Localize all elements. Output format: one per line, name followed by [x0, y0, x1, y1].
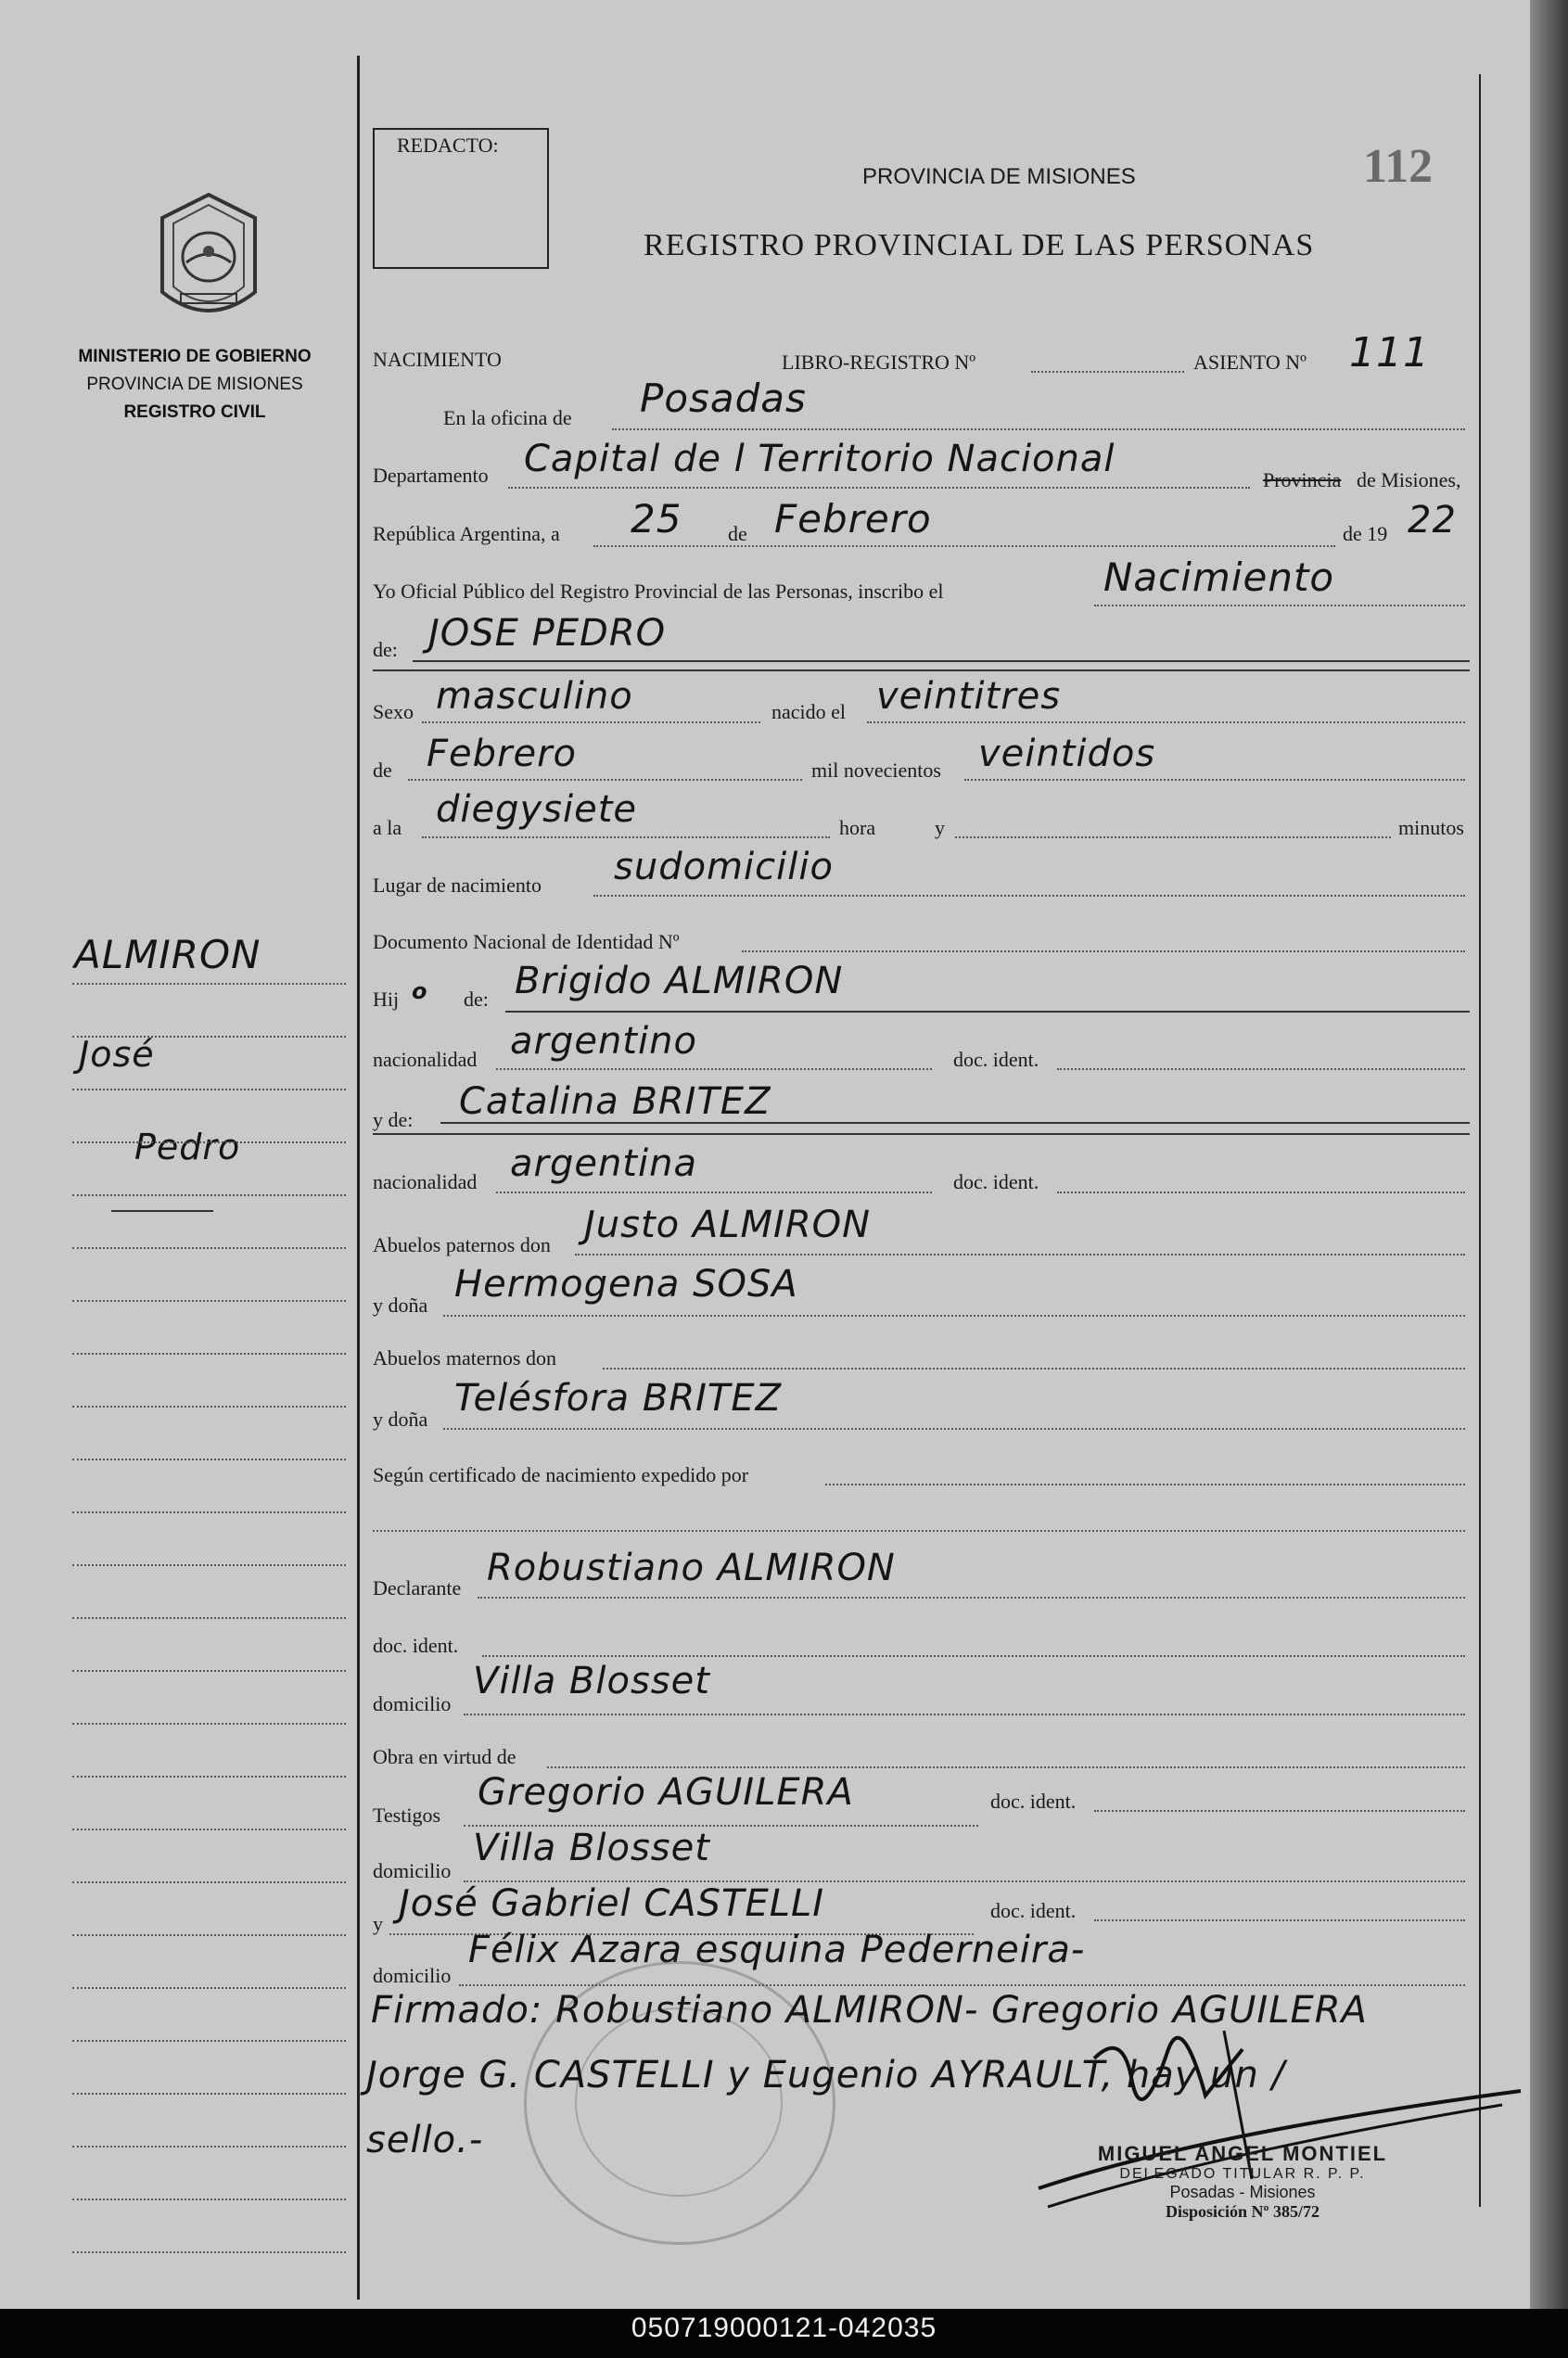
- margin-divider: [357, 56, 360, 2300]
- abuela-pat-line: [443, 1315, 1465, 1317]
- abuela-mat-line: [443, 1428, 1465, 1430]
- ministry-block: [56, 343, 334, 427]
- oficina-line: [612, 428, 1465, 430]
- signature-block: [1066, 2142, 1419, 2222]
- segun-line: [825, 1484, 1465, 1485]
- abuela-mat-value: Telésfora BRITEZ: [454, 1377, 783, 1420]
- departamento-value: Capital de l Territorio Nacional: [524, 438, 1115, 480]
- abuelos-mat-label: Abuelos maternos don: [373, 1346, 556, 1370]
- registry-title: REGISTRO PROVINCIAL DE LAS PERSONAS: [644, 228, 1315, 262]
- obra-line: [547, 1766, 1465, 1768]
- sexo-value: masculino: [436, 675, 633, 718]
- nac-padre-label: nacionalidad: [373, 1048, 478, 1071]
- libro-line: [1031, 371, 1184, 373]
- ydona-mat-label: y doña: [373, 1408, 428, 1431]
- oficina-value: Posadas: [640, 376, 807, 421]
- de-label: de:: [373, 638, 398, 661]
- hijo-de-label: de:: [464, 988, 489, 1011]
- madre-line: [440, 1122, 1470, 1124]
- mil-value: veintidos: [978, 733, 1156, 775]
- hora-line: [422, 836, 830, 838]
- oficina-label: En la oficina de: [443, 406, 572, 429]
- abuelo-mat-line: [603, 1368, 1465, 1370]
- lugar-label: Lugar de nacimiento: [373, 873, 542, 897]
- margin-second-name: Pedro: [134, 1127, 241, 1167]
- y2-label: y: [373, 1912, 383, 1935]
- nombre-line-2: [373, 669, 1470, 671]
- book-edge: [1530, 0, 1568, 2309]
- ala-label: a la: [373, 816, 402, 839]
- abuelo-pat-value: Justo ALMIRON: [584, 1204, 872, 1246]
- docident-madre-label: doc. ident.: [953, 1170, 1039, 1193]
- margin-ruled-line: [72, 2251, 346, 2253]
- footer-code: 050719000121-042035: [631, 2313, 937, 2343]
- fecha-line: [593, 545, 1335, 547]
- hora-label: hora: [839, 816, 876, 839]
- margin-ruled-line: [72, 2093, 346, 2095]
- anio-value: 22: [1408, 499, 1457, 542]
- mes-nac-line: [408, 779, 802, 781]
- provincia-struck: Provincia: [1263, 468, 1342, 491]
- margin-ruled-line: [72, 1406, 346, 1408]
- departamento-label: Departamento: [373, 464, 489, 487]
- margin-ruled-line: [72, 1194, 346, 1196]
- registry-stamp-inner: [575, 2007, 783, 2197]
- nombre-line: [413, 660, 1470, 662]
- nac-madre-line: [496, 1192, 932, 1193]
- signer-place: Posadas - Misiones: [1169, 2183, 1316, 2201]
- margin-ruled-line: [72, 1829, 346, 1830]
- de-mes-label: de: [373, 758, 392, 782]
- segun-label: Según certificado de nacimiento expedido por: [373, 1463, 749, 1486]
- margin-ruled-line: [72, 1934, 346, 1936]
- margin-ruled-line: [72, 1617, 346, 1619]
- margin-surname: ALMIRON: [74, 932, 261, 977]
- yo-oficial-label: Yo Oficial Público del Registro Provincial de las Personas, inscribo el: [373, 580, 944, 603]
- departamento-line: [508, 487, 1250, 489]
- ministry-line1: MINISTERIO DE GOBIERNO: [78, 347, 312, 366]
- minutos-label: minutos: [1398, 816, 1464, 839]
- page-number: 112: [1363, 140, 1434, 193]
- margin-ruled-line: [72, 983, 346, 985]
- nac-madre-value: argentina: [510, 1142, 697, 1185]
- docident2-label: doc. ident.: [373, 1634, 459, 1657]
- hora-value: diegysiete: [436, 788, 638, 831]
- libro-label: LIBRO-REGISTRO Nº: [782, 351, 976, 374]
- margin-ruled-line: [72, 1247, 346, 1249]
- domicilio-t2-label: domicilio: [373, 1964, 452, 1987]
- obra-label: Obra en virtud de: [373, 1745, 516, 1768]
- madre-line-2: [373, 1133, 1470, 1135]
- mil-label: mil novecientos: [811, 758, 941, 782]
- margin-ruled-line: [72, 1141, 346, 1143]
- ydona-pat-label: y doña: [373, 1294, 428, 1317]
- madre-value: Catalina BRITEZ: [459, 1080, 771, 1123]
- margin-ruled-line: [72, 1987, 346, 1989]
- hijo-label: Hij: [373, 988, 400, 1011]
- provincial-seal-icon: [153, 190, 264, 329]
- dni-line: [742, 950, 1465, 952]
- margin-ruled-line: [72, 1564, 346, 1566]
- nac-padre-value: argentino: [510, 1020, 697, 1063]
- domicilio-t1-label: domicilio: [373, 1859, 452, 1882]
- padre-value: Brigido ALMIRON: [515, 960, 844, 1002]
- declarante-label: Declarante: [373, 1576, 462, 1600]
- lugar-value: sudomicilio: [614, 846, 834, 888]
- margin-ruled-line: [72, 2199, 346, 2200]
- firmado-line2: Jorge G. CASTELLI y Eugenio AYRAULT, hay un /: [366, 2054, 1286, 2097]
- margin-ruled-line: [72, 1459, 346, 1460]
- margin-ruled-line: [72, 1723, 346, 1725]
- domicilio-t2-value: Félix Azara esquina Pederneira-: [468, 1929, 1086, 1971]
- lugar-line: [593, 895, 1465, 897]
- docident-madre-line: [1057, 1192, 1465, 1193]
- declarante-line: [478, 1597, 1465, 1599]
- ministry-line2: PROVINCIA DE MISIONES: [86, 375, 303, 394]
- docident-padre-label: doc. ident.: [953, 1048, 1039, 1071]
- de-misiones-label: de Misiones,: [1357, 468, 1461, 491]
- margin-underline: [111, 1210, 213, 1212]
- inscribo-value: Nacimiento: [1103, 554, 1335, 600]
- asiento-value: 111: [1349, 329, 1430, 376]
- margin-ruled-line: [72, 1300, 346, 1302]
- inscribo-line: [1094, 605, 1465, 606]
- testigo1-value: Gregorio AGUILERA: [478, 1771, 854, 1814]
- dia-value: 25: [631, 496, 682, 542]
- abuelos-pat-label: Abuelos paternos don: [373, 1233, 551, 1256]
- mes-value: Febrero: [774, 496, 932, 542]
- nac-padre-line: [496, 1068, 932, 1070]
- margin-ruled-line: [72, 1089, 346, 1090]
- domicilio-value: Villa Blosset: [473, 1660, 710, 1702]
- signer-role: DELEGADO TITULAR R. P. P.: [1119, 2166, 1366, 2182]
- minutos-line: [955, 836, 1391, 838]
- domicilio-line: [464, 1714, 1465, 1715]
- act-type-label: NACIMIENTO: [373, 348, 502, 371]
- margin-ruled-line: [72, 2146, 346, 2148]
- firmado-line1: Firmado: Robustiano ALMIRON- Gregorio AGUILERA: [371, 1989, 1368, 2032]
- docident2-line: [482, 1655, 1465, 1657]
- margin-ruled-line: [72, 1036, 346, 1038]
- domicilio-label: domicilio: [373, 1692, 452, 1715]
- abuelo-pat-line: [575, 1254, 1465, 1255]
- sexo-label: Sexo: [373, 700, 414, 723]
- margin-ruled-line: [72, 1670, 346, 1672]
- de-anio-label: de 19: [1343, 522, 1388, 545]
- ministry-line3: REGISTRO CIVIL: [123, 402, 266, 422]
- nacido-label: nacido el: [771, 700, 847, 723]
- docident-t1-line: [1094, 1810, 1465, 1812]
- yde-label: y de:: [373, 1108, 414, 1131]
- de1-label: de: [728, 522, 747, 545]
- padre-line: [505, 1011, 1470, 1013]
- asiento-label: ASIENTO Nº: [1193, 351, 1307, 374]
- domicilio-t1-value: Villa Blosset: [473, 1827, 710, 1869]
- right-border: [1479, 74, 1481, 2207]
- hijo-suffix: o: [412, 978, 428, 1004]
- docident-t2-line: [1094, 1919, 1465, 1921]
- docident-padre-line: [1057, 1068, 1465, 1070]
- nac-madre-label: nacionalidad: [373, 1170, 478, 1193]
- margin-ruled-line: [72, 1511, 346, 1513]
- docident-t2-label: doc. ident.: [990, 1899, 1077, 1922]
- abuela-pat-value: Hermogena SOSA: [454, 1263, 798, 1306]
- margin-ruled-line: [72, 2040, 346, 2042]
- declarante-value: Robustiano ALMIRON: [487, 1547, 896, 1589]
- firmado-line3: sello.-: [366, 2119, 484, 2161]
- province-title: PROVINCIA DE MISIONES: [862, 164, 1136, 189]
- republica-label: República Argentina, a: [373, 522, 560, 545]
- margin-ruled-line: [72, 1353, 346, 1355]
- testigos-label: Testigos: [373, 1804, 441, 1827]
- nacido-value: veintitres: [876, 675, 1062, 718]
- nombre-value: JOSE PEDRO: [428, 612, 667, 655]
- nacido-line: [867, 721, 1465, 723]
- mes-nac-value: Febrero: [427, 733, 577, 775]
- y-label: y: [935, 816, 945, 839]
- margin-ruled-line: [72, 1881, 346, 1883]
- dni-label: Documento Nacional de Identidad Nº: [373, 930, 680, 953]
- signer-name: MIGUEL ANGEL MONTIEL: [1097, 2142, 1388, 2165]
- segun-line-2: [373, 1530, 1465, 1532]
- redacto-label: REDACTO:: [397, 134, 499, 157]
- testigo2-value: José Gabriel CASTELLI: [399, 1882, 825, 1925]
- margin-first-name: José: [79, 1034, 155, 1075]
- mil-line: [964, 779, 1465, 781]
- docident-t1-label: doc. ident.: [990, 1790, 1077, 1813]
- margin-ruled-line: [72, 1776, 346, 1778]
- signer-disposition: Disposición Nº 385/72: [1166, 2202, 1319, 2221]
- sexo-line: [422, 721, 760, 723]
